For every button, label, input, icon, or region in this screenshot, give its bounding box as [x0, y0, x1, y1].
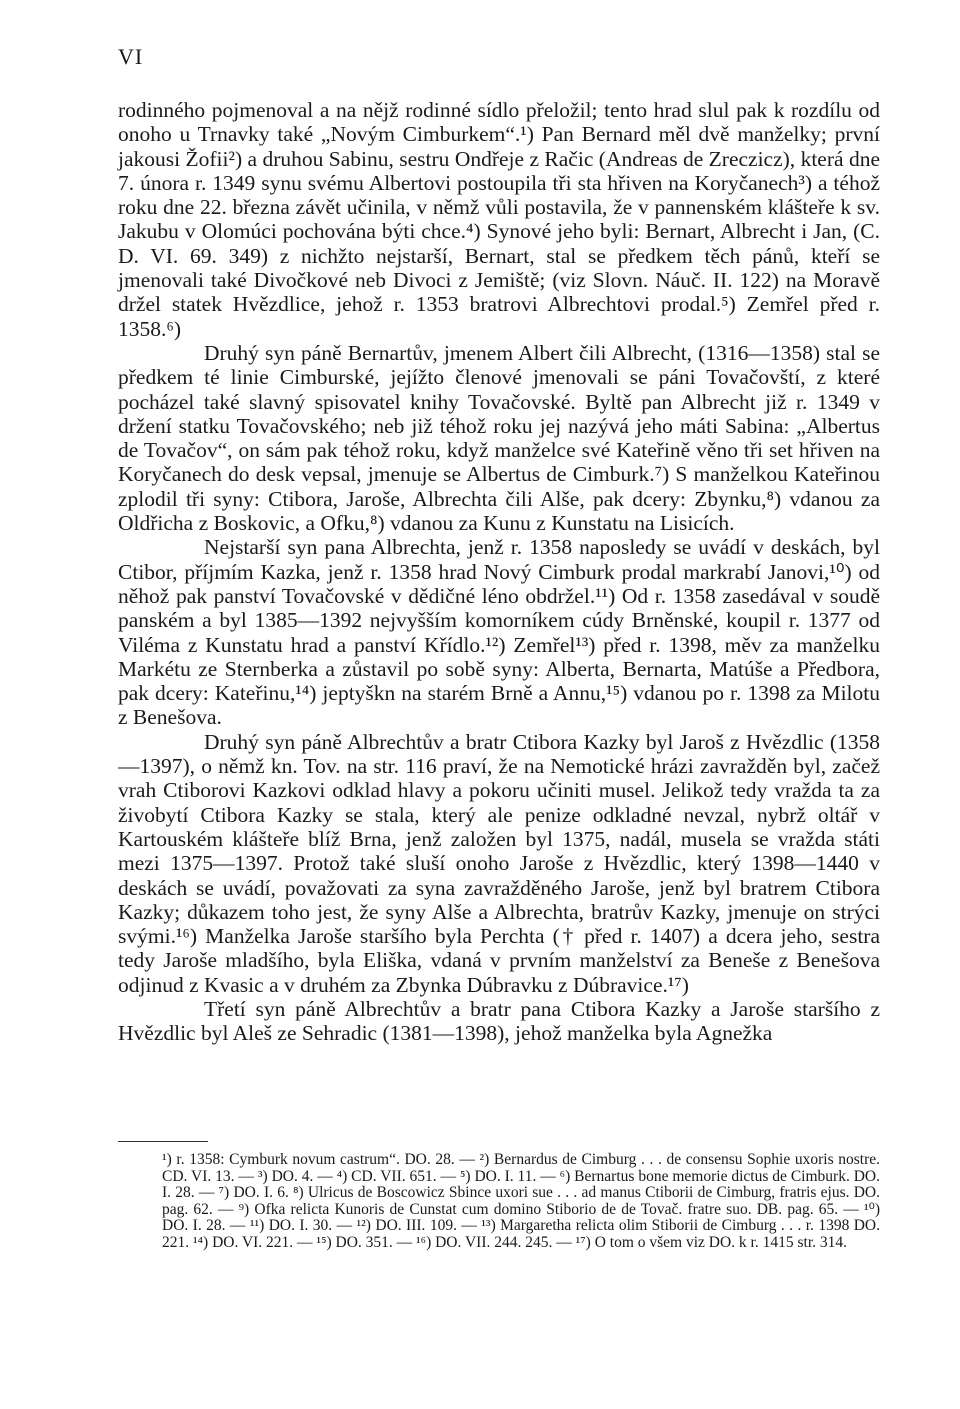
- footnotes: [162, 1152, 880, 1252]
- footnote-text: ¹) r. 1358: Cymburk novum castrum“. DO. 28. — ²) Bernardus de Cimburg . . . de consensu Sophie uxoris nostre. CD. VI. 13. — ³) DO. 4. — ⁴) CD. VII. 651. — ⁵) DO. I. 11. — ⁶) Bernartus bone memorie dictus de Cimburk. DO. I. 28. — ⁷) DO. I. 6. ⁸) Ulricus de Boscowicz Sbince uxori sue . . . ad manus Ctiborii de Cimburg, fratris ejus. DO. pag. 62. — ⁹) Ofka relicta Kunoris de Cunstat cum domino Stiborio de de Tovač. fratre suo. DB. pag. 65. — ¹⁰) DO. I. 28. — ¹¹) DO. I. 30. — ¹²) DO. III. 109. — ¹³) Margaretha relicta olim Stiborii de Cimburg . . . r. 1398 DO. 221. ¹⁴) DO. VI. 221. — ¹⁵) DO. 351. — ¹⁶) DO. VII. 244. 245. — ¹⁷) O tom o všem viz DO. k r. 1415 str. 314.: [162, 1151, 880, 1251]
- paragraph: rodinného pojmenoval a na nějž rodinné sídlo přeložil; tento hrad slul pak k rozdílu od onoho u Trnavky také „Novým Cimburkem“.¹) Pan Bernard měl dvě manželky; první jakousi Žofii²) a druhou Sabinu, sestru Ondřeje z Račic (Andreas de Zreczicz), která dne 7. února r. 1349 synu svému Albertovi postoupila tři sta hřiven na Koryčanech³) a téhož roku dne 22. března závět učinila, v němž vůli postavila, že v pannenském klášteře k sv. Jakubu v Olomúci pochována býti chce.⁴) Synové jeho byli: Bernart, Albrecht i Jan, (C. D. VI. 69. 349) z nichžto nejstarší, Bernart, stal se předkem těch pánů, kteří se jmenovali také Divočkové neb Divoci z Jemiště; (viz Slovn. Náuč. II. 122) na Moravě držel statek Hvězdlice, jehož r. 1353 bratrovi Albrechtovi prodal.⁵) Zemřel před r. 1358.⁶): [118, 98, 880, 341]
- paragraph: Třetí syn páně Albrechtův a bratr pana Ctibora Kazky a Jaroše staršího z Hvězdlic byl Aleš ze Sehradic (1381—1398), jehož manželka byla Agnežka: [118, 996, 880, 1046]
- footnote-rule: [118, 1141, 208, 1142]
- page-number: VI: [118, 44, 144, 69]
- paragraph: Druhý syn páně Albrechtův a bratr Ctibora Kazky byl Jaroš z Hvězdlic (1358—1397), o němž kn. Tov. na str. 116 praví, že na Nemotické hrázi zavražděn byl, začež vrah Ctiborovi Kazkovi odklad hlavy a pokoru učiniti musel. Jelikož tedy vražda ta za živobytí Ctibora Kazky se stala, který ale penize odkladné nevzal, nybrž oltář v Kartouském klášteře blíž Brna, jenž založen byl 1375, nadál, musela se vražda státi mezi 1375—1397. Protož také sluší onoho Jaroše z Hvězdlic, který 1398—1440 v deskách se uvádí, považovati za syna zavražděného Jaroše, jenž byl bratrem Ctibora Kazky; důkazem toho jest, že syny Alše a Albrechta, bratrův Kazky, jmenuje on strýci svými.¹⁶) Manželka Jaroše staršího byla Perchta († před r. 1407) a dcera jeho, sestra tedy Jaroše mladšího, byla Eliška, vdaná v prvním manželství za Beneše z Benešova odjinud z Kvasic a v druhém za Zbynka Dúbravku z Dúbravice.¹⁷): [118, 729, 880, 997]
- paragraph: Druhý syn páně Bernartův, jmenem Albert čili Albrecht, (1316—1358) stal se předkem té linie Cimburské, jejížto členové jmenovali se páni Tovačovští, z které pocházel také slavný spisovatel knihy Tovačovské. Byltě pan Albrecht již r. 1349 v držení statku Tovačovského; neb již téhož roku jej nazývá jeho máti Sabina: „Albertus de Tovačov“, on sám pak téhož roku, když manželce své Kateřině věno tři set hřiven na Koryčanech do desk vepsal, jmenuje se Albertus de Cimburk.⁷) S manželkou Kateřinou zplodil tři syny: Ctibora, Jaroše, Albrechta čili Alše, pak dcery: Zbynku,⁸) vdanou za Oldřicha z Boskovic, a Ofku,⁸) vdanou za Kunu z Kunstatu na Lisicích.: [118, 340, 880, 536]
- body-text: [118, 98, 880, 1046]
- paragraph: Nejstarší syn pana Albrechta, jenž r. 1358 naposledy se uvádí v deskách, byl Ctibor, příjmím Kazka, jenž r. 1358 hrad Nový Cimburk prodal markrabí Janovi,¹⁰) od něhož pak panství Tovačovské v dědičné léno obdržel.¹¹) Od r. 1358 zasedával v soudě panském a byl 1385—1392 nejvyšším komorníkem cúdy Brněnské, koupil r. 1377 od Viléma z Kunstatu hrad a panství Křídlo.¹²) Zemřel¹³) před r. 1398, měv za manželku Markétu ze Sternberka a zůstavil po sobě syny: Alberta, Bernarta, Matúše a Předbora, pak dcery: Kateřinu,¹⁴) jeptyškn na starém Brně a Annu,¹⁵) vdanou po r. 1398 za Milotu z Benešova.: [118, 535, 880, 730]
